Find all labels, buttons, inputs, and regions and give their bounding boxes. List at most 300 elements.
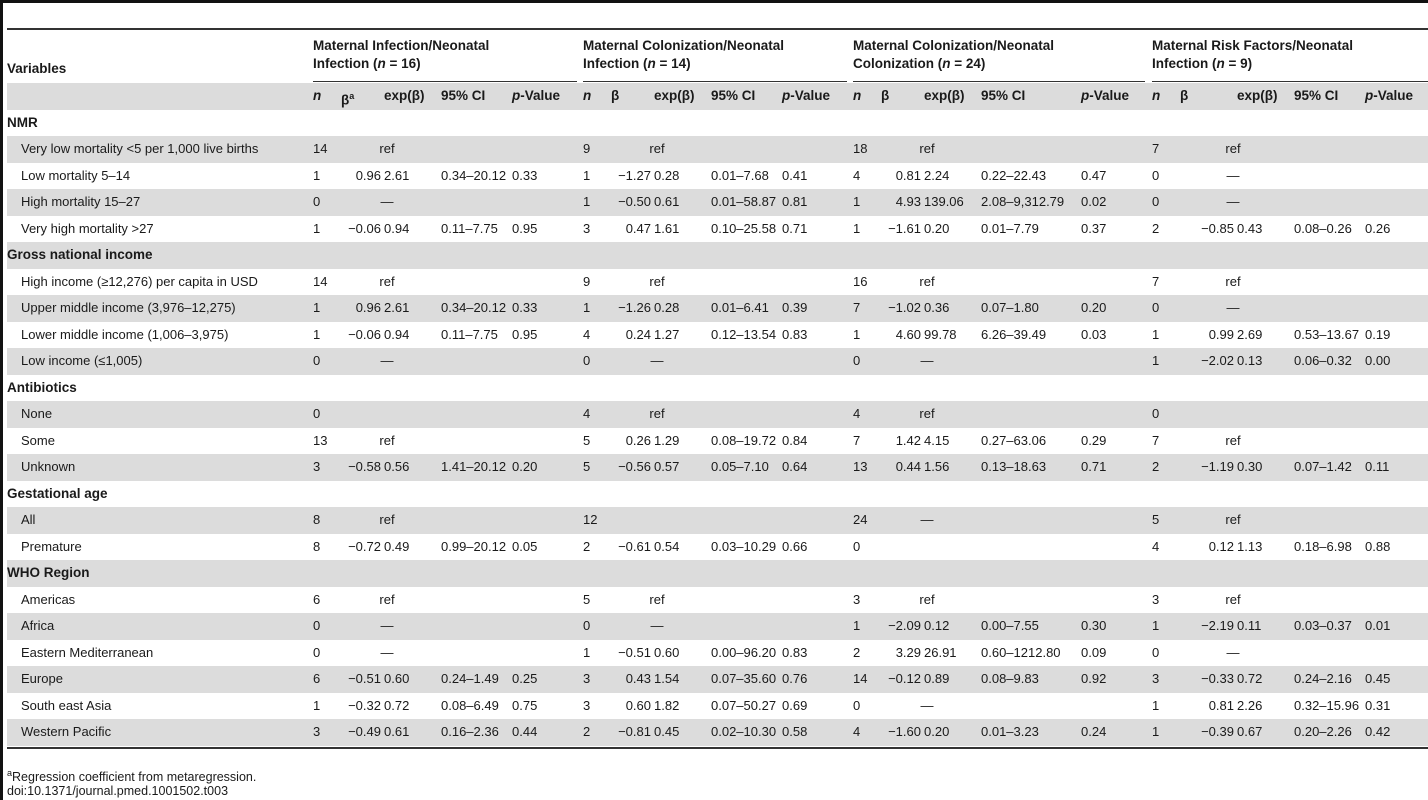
col-header-n: n	[853, 88, 862, 103]
section-title: WHO Region	[7, 565, 90, 580]
cell-beta: −0.39	[1201, 724, 1234, 739]
cell-exp-beta: 1.13	[1237, 538, 1263, 554]
cell-exp-beta: ref	[649, 406, 665, 421]
cell-beta: −0.51	[348, 671, 381, 686]
cell-p-value: 0.83	[782, 326, 808, 342]
cell-beta: −1.26	[618, 300, 651, 315]
cell-exp-beta: 4.15	[924, 432, 950, 448]
cell-n: 1	[583, 194, 591, 209]
col-header-p-value: p-Value	[512, 88, 561, 103]
cell-exp-beta: 0.28	[654, 167, 680, 183]
cell-exp-beta: ref	[649, 273, 665, 289]
cell-exp-beta: ref	[1225, 591, 1241, 607]
cell-p-value: 0.20	[512, 459, 538, 474]
cell-ci: 0.07–1.80	[981, 300, 1039, 315]
cell-p-value: 0.25	[512, 671, 538, 686]
cell-exp-beta: ref	[919, 406, 935, 421]
cell-p-value: 0.47	[1081, 167, 1107, 183]
cell-beta: 0.60	[625, 697, 651, 713]
cell-p-value: 0.44	[512, 724, 538, 739]
cell-p-value: 0.37	[1081, 220, 1107, 236]
row-label: Some	[21, 432, 55, 448]
cell-n: 1	[313, 697, 321, 713]
cell-exp-beta: 0.60	[384, 671, 410, 686]
cell-exp-beta: 0.72	[384, 697, 410, 713]
cell-n: 5	[583, 459, 591, 474]
cell-ci: 0.01–7.68	[711, 167, 769, 183]
cell-n: 1	[1152, 353, 1160, 368]
cell-beta: −0.32	[348, 697, 381, 713]
cell-ci: 0.32–15.96	[1294, 697, 1360, 713]
cell-beta: 4.93	[895, 194, 921, 209]
cell-n: 8	[313, 512, 321, 527]
cell-ci: 0.27–63.06	[981, 432, 1047, 448]
table-row	[7, 454, 1428, 481]
cell-n: 4	[853, 167, 861, 183]
cell-exp-beta: —	[920, 353, 934, 368]
cell-exp-beta: 0.49	[384, 538, 410, 554]
cell-n: 9	[583, 273, 591, 289]
cell-p-value: 0.41	[782, 167, 808, 183]
cell-n: 6	[313, 591, 321, 607]
cell-p-value: 0.33	[512, 300, 538, 315]
cell-beta: −0.56	[618, 459, 651, 474]
cell-n: 1	[1152, 618, 1160, 633]
cell-ci: 0.07–50.27	[711, 697, 777, 713]
cell-n: 0	[1152, 167, 1160, 183]
group-header-line1: Maternal Colonization/Neonatal	[853, 38, 1055, 53]
cell-exp-beta: 0.28	[654, 300, 680, 315]
cell-n: 2	[1152, 459, 1160, 474]
row-label: Americas	[21, 591, 76, 607]
cell-p-value: 0.24	[1081, 724, 1107, 739]
cell-exp-beta: 0.61	[384, 724, 410, 739]
cell-ci: 0.06–0.32	[1294, 353, 1352, 368]
cell-beta: −1.02	[888, 300, 921, 315]
cell-ci: 0.01–6.41	[711, 300, 769, 315]
cell-ci: 0.24–2.16	[1294, 671, 1352, 686]
col-header-beta: β	[881, 88, 890, 103]
cell-ci: 0.34–20.12	[441, 167, 507, 183]
row-label: Premature	[21, 538, 82, 554]
cell-n: 0	[583, 618, 591, 633]
cell-p-value: 0.31	[1365, 697, 1391, 713]
cell-p-value: 0.64	[782, 459, 808, 474]
cell-exp-beta: 2.26	[1237, 697, 1263, 713]
row-label: Western Pacific	[21, 724, 112, 739]
cell-n: 7	[853, 300, 861, 315]
cell-exp-beta: ref	[379, 273, 395, 289]
row-label: Unknown	[21, 459, 76, 474]
cell-ci: 0.60–1212.80	[981, 644, 1061, 660]
cell-exp-beta: ref	[919, 591, 935, 607]
cell-n: 13	[313, 432, 328, 448]
cell-n: 7	[1152, 273, 1160, 289]
cell-p-value: 0.45	[1365, 671, 1391, 686]
cell-ci: 2.08–9,312.79	[981, 194, 1065, 209]
table-row	[7, 666, 1428, 693]
cell-p-value: 0.05	[512, 538, 538, 554]
cell-beta: −1.27	[618, 167, 651, 183]
cell-n: 3	[1152, 671, 1160, 686]
cell-exp-beta: 99.78	[924, 326, 957, 342]
cell-exp-beta: 0.11	[1237, 618, 1262, 633]
section-row	[7, 242, 1428, 269]
doi-text: doi:10.1371/journal.pmed.1001502.t003	[7, 784, 229, 798]
table-bottom-rule	[7, 747, 1428, 749]
row-label: Europe	[21, 671, 63, 686]
cell-ci: 0.53–13.67	[1294, 326, 1360, 342]
cell-n: 18	[853, 141, 868, 156]
cell-n: 1	[853, 194, 861, 209]
cell-ci: 0.03–10.29	[711, 538, 777, 554]
cell-beta: −1.19	[1201, 459, 1234, 474]
cell-exp-beta: ref	[379, 591, 395, 607]
cell-ci: 0.10–25.58	[711, 220, 777, 236]
group-header	[313, 37, 489, 73]
cell-p-value: 0.84	[782, 432, 808, 448]
cell-p-value: 0.81	[782, 194, 808, 209]
cell-n: 2	[853, 644, 861, 660]
cell-n: 24	[853, 512, 868, 527]
cell-n: 0	[1152, 406, 1160, 421]
cell-ci: 0.03–0.37	[1294, 618, 1352, 633]
cell-ci: 0.00–96.20	[711, 644, 777, 660]
cell-n: 3	[313, 724, 321, 739]
cell-ci: 0.01–7.79	[981, 220, 1039, 236]
variables-header: Variables	[7, 61, 67, 76]
cell-exp-beta: 0.36	[924, 300, 950, 315]
cell-p-value: 0.83	[782, 644, 808, 660]
cell-exp-beta: —	[920, 697, 934, 713]
row-label: Upper middle income (3,976–12,275)	[21, 300, 236, 315]
cell-ci: 0.00–7.55	[981, 618, 1039, 633]
row-label: None	[21, 406, 53, 421]
cell-p-value: 0.76	[782, 671, 808, 686]
cell-beta: −2.02	[1201, 353, 1234, 368]
cell-n: 1	[583, 644, 591, 660]
cell-exp-beta: ref	[379, 141, 395, 156]
cell-beta: 0.81	[1208, 697, 1234, 713]
section-row	[7, 110, 1428, 137]
cell-exp-beta: 0.94	[384, 220, 410, 236]
section-title: NMR	[7, 114, 38, 130]
cell-p-value: 0.20	[1081, 300, 1107, 315]
cell-beta: −0.49	[348, 724, 381, 739]
cell-exp-beta: 139.06	[924, 194, 964, 209]
cell-ci: 0.11–7.75	[441, 220, 498, 236]
cell-p-value: 0.58	[782, 724, 808, 739]
group-header-line1: Maternal Infection/Neonatal	[313, 38, 490, 53]
cell-exp-beta: 0.56	[384, 459, 410, 474]
cell-n: 16	[853, 273, 868, 289]
cell-n: 1	[1152, 724, 1160, 739]
row-label: All	[21, 512, 36, 527]
cell-exp-beta: 0.12	[924, 618, 950, 633]
cell-p-value: 0.00	[1365, 353, 1391, 368]
cell-exp-beta: —	[1226, 194, 1240, 209]
cell-exp-beta: 26.91	[924, 644, 957, 660]
col-header-ci: 95% CI	[1294, 88, 1339, 103]
cell-beta: 1.42	[895, 432, 921, 448]
cell-ci: 0.07–35.60	[711, 671, 777, 686]
col-header-p-value: p-Value	[782, 88, 831, 103]
cell-beta: 0.24	[625, 326, 651, 342]
cell-exp-beta: —	[920, 512, 934, 527]
cell-ci: 0.24–1.49	[441, 671, 499, 686]
cell-beta: −0.61	[618, 538, 651, 554]
cell-ci: 0.13–18.63	[981, 459, 1047, 474]
cell-beta: 0.81	[895, 167, 921, 183]
table-row	[7, 534, 1428, 561]
cell-p-value: 0.03	[1081, 326, 1107, 342]
cell-n: 1	[1152, 326, 1160, 342]
cell-exp-beta: 0.20	[924, 220, 950, 236]
left-border	[0, 0, 3, 800]
cell-n: 3	[313, 459, 321, 474]
section-row	[7, 481, 1428, 508]
table-row	[7, 428, 1428, 455]
cell-n: 4	[583, 406, 591, 421]
cell-exp-beta: —	[650, 353, 664, 368]
cell-exp-beta: 2.69	[1237, 326, 1263, 342]
cell-n: 0	[853, 538, 861, 554]
cell-beta: 4.60	[895, 326, 921, 342]
cell-n: 0	[1152, 194, 1160, 209]
col-header-beta: β	[1180, 88, 1189, 103]
table-row	[7, 269, 1428, 296]
cell-exp-beta: —	[1226, 644, 1240, 660]
table-row	[7, 322, 1428, 349]
cell-exp-beta: 1.56	[924, 459, 950, 474]
cell-exp-beta: 0.94	[384, 326, 410, 342]
cell-beta: −0.12	[888, 671, 921, 686]
table-row	[7, 401, 1428, 428]
cell-n: 1	[583, 167, 591, 183]
group-underline	[313, 81, 577, 82]
cell-beta: 0.44	[895, 459, 921, 474]
cell-ci: 0.20–2.26	[1294, 724, 1352, 739]
cell-ci: 0.99–20.12	[441, 538, 507, 554]
cell-beta: −2.19	[1201, 618, 1234, 633]
cell-beta: 3.29	[895, 644, 921, 660]
cell-ci: 0.34–20.12	[441, 300, 507, 315]
cell-beta: −0.85	[1201, 220, 1234, 236]
cell-exp-beta: —	[380, 194, 394, 209]
cell-n: 14	[313, 273, 328, 289]
cell-beta: −2.09	[888, 618, 921, 633]
cell-p-value: 0.19	[1365, 326, 1391, 342]
cell-n: 9	[583, 141, 591, 156]
cell-exp-beta: —	[380, 644, 394, 660]
cell-n: 0	[313, 406, 321, 421]
cell-ci: 1.41–20.12	[441, 459, 507, 474]
section-title: Gross national income	[7, 247, 153, 262]
cell-n: 5	[1152, 512, 1160, 527]
cell-exp-beta: 0.43	[1237, 220, 1263, 236]
cell-exp-beta: 2.24	[924, 167, 950, 183]
table-row	[7, 587, 1428, 614]
cell-n: 8	[313, 538, 321, 554]
cell-beta: −0.06	[348, 326, 381, 342]
group-header-line2: Infection (n = 14)	[583, 56, 691, 71]
cell-p-value: 0.75	[512, 697, 538, 713]
col-header-p-value: p-Value	[1081, 88, 1130, 103]
cell-ci: 0.08–19.72	[711, 432, 777, 448]
group-underline	[853, 81, 1145, 82]
cell-p-value: 0.88	[1365, 538, 1391, 554]
table-row	[7, 613, 1428, 640]
table-row	[7, 295, 1428, 322]
cell-ci: 0.08–9.83	[981, 671, 1039, 686]
cell-exp-beta: ref	[1225, 512, 1241, 527]
cell-exp-beta: 2.61	[384, 300, 410, 315]
cell-n: 14	[313, 141, 328, 156]
cell-exp-beta: 0.20	[924, 724, 950, 739]
table-row	[7, 136, 1428, 163]
cell-p-value: 0.92	[1081, 671, 1107, 686]
cell-exp-beta: 0.61	[654, 194, 680, 209]
group-header-line1: Maternal Risk Factors/Neonatal	[1152, 38, 1354, 53]
cell-p-value: 0.95	[512, 220, 538, 236]
cell-ci: 0.02–10.30	[711, 724, 777, 739]
cell-n: 6	[313, 671, 321, 686]
cell-ci: 0.18–6.98	[1294, 538, 1352, 554]
cell-n: 7	[853, 432, 861, 448]
group-header	[853, 37, 1054, 73]
cell-n: 3	[583, 697, 591, 713]
cell-beta: −0.72	[348, 538, 381, 554]
cell-exp-beta: ref	[919, 273, 935, 289]
col-header-ci: 95% CI	[441, 88, 486, 103]
cell-n: 4	[853, 724, 861, 739]
row-label: Low income (≤1,005)	[21, 353, 143, 368]
cell-n: 1	[853, 326, 861, 342]
cell-n: 0	[1152, 644, 1160, 660]
cell-p-value: 0.01	[1365, 618, 1391, 633]
cell-ci: 0.12–13.54	[711, 326, 777, 342]
cell-n: 1	[853, 618, 861, 633]
cell-exp-beta: —	[1226, 300, 1240, 315]
cell-n: 0	[853, 353, 861, 368]
section-row	[7, 560, 1428, 587]
cell-exp-beta: 0.67	[1237, 724, 1263, 739]
cell-exp-beta: 0.13	[1237, 353, 1263, 368]
cell-exp-beta: 0.45	[654, 724, 680, 739]
cell-beta: −0.50	[618, 194, 651, 209]
col-header-p-value: p-Value	[1365, 88, 1414, 103]
cell-p-value: 0.33	[512, 167, 538, 183]
cell-n: 4	[1152, 538, 1160, 554]
section-row	[7, 375, 1428, 402]
col-header-exp-beta: exp(β)	[384, 88, 425, 103]
cell-exp-beta: 1.29	[654, 432, 680, 448]
cell-ci: 0.08–0.26	[1294, 220, 1352, 236]
cell-beta: −0.81	[618, 724, 651, 739]
cell-beta: 0.96	[355, 167, 381, 183]
cell-n: 0	[1152, 300, 1160, 315]
beta-footnote-marker: a	[349, 91, 355, 101]
group-header-line1: Maternal Colonization/Neonatal	[583, 38, 785, 53]
row-label: Lower middle income (1,006–3,975)	[21, 326, 229, 342]
cell-n: 5	[583, 591, 591, 607]
table-row	[7, 189, 1428, 216]
row-label: High mortality 15–27	[21, 194, 141, 209]
col-header-n: n	[313, 88, 322, 103]
col-header-exp-beta: exp(β)	[924, 88, 965, 103]
cell-n: 1	[583, 300, 591, 315]
cell-beta: 0.12	[1208, 538, 1234, 554]
table-row	[7, 163, 1428, 190]
table-row	[7, 216, 1428, 243]
group-header-line2: Infection (n = 9)	[1152, 56, 1253, 71]
cell-n: 2	[1152, 220, 1160, 236]
cell-exp-beta: 1.82	[654, 697, 680, 713]
cell-ci: 0.08–6.49	[441, 697, 499, 713]
cell-p-value: 0.42	[1365, 724, 1391, 739]
cell-n: 2	[583, 724, 591, 739]
table-row	[7, 507, 1428, 534]
cell-n: 1	[313, 220, 321, 236]
cell-n: 1	[1152, 697, 1160, 713]
cell-n: 0	[853, 697, 861, 713]
cell-beta: −1.60	[888, 724, 921, 739]
cell-n: 14	[853, 671, 868, 686]
cell-p-value: 0.26	[1365, 220, 1391, 236]
cell-n: 7	[1152, 432, 1160, 448]
cell-n: 1	[313, 300, 321, 315]
group-underline	[583, 81, 847, 82]
cell-n: 1	[313, 326, 321, 342]
col-header-n: n	[583, 88, 592, 103]
cell-exp-beta: ref	[379, 512, 395, 527]
col-header-exp-beta: exp(β)	[1237, 88, 1278, 103]
cell-n: 4	[853, 406, 861, 421]
cell-exp-beta: 2.61	[384, 167, 410, 183]
cell-beta: 0.26	[625, 432, 651, 448]
cell-beta: 0.43	[625, 671, 651, 686]
row-label: Eastern Mediterranean	[21, 644, 154, 660]
top-border	[0, 0, 1428, 3]
cell-beta: −0.58	[348, 459, 381, 474]
cell-exp-beta: ref	[649, 141, 665, 156]
cell-p-value: 0.66	[782, 538, 808, 554]
cell-exp-beta: 1.27	[654, 326, 680, 342]
cell-n: 5	[583, 432, 591, 448]
cell-beta: −0.51	[618, 644, 651, 660]
cell-p-value: 0.11	[1365, 459, 1390, 474]
cell-exp-beta: 0.89	[924, 671, 950, 686]
cell-exp-beta: —	[650, 618, 664, 633]
table-top-rule	[7, 28, 1428, 30]
cell-p-value: 0.95	[512, 326, 538, 342]
subheader-row	[7, 83, 1428, 110]
cell-beta: −1.61	[888, 220, 921, 236]
cell-ci: 0.01–58.87	[711, 194, 777, 209]
row-label: Very high mortality >27	[21, 220, 154, 236]
cell-n: 0	[313, 618, 321, 633]
cell-n: 0	[313, 644, 321, 660]
cell-p-value: 0.71	[782, 220, 808, 236]
section-title: Gestational age	[7, 485, 108, 501]
cell-p-value: 0.29	[1081, 432, 1107, 448]
col-header-beta: β	[611, 88, 620, 103]
cell-n: 3	[1152, 591, 1160, 607]
col-header-beta: $\beta^a$	[341, 91, 355, 108]
cell-exp-beta: 0.57	[654, 459, 680, 474]
cell-n: 2	[583, 538, 591, 554]
group-header-line2: Infection (n = 16)	[313, 56, 421, 71]
